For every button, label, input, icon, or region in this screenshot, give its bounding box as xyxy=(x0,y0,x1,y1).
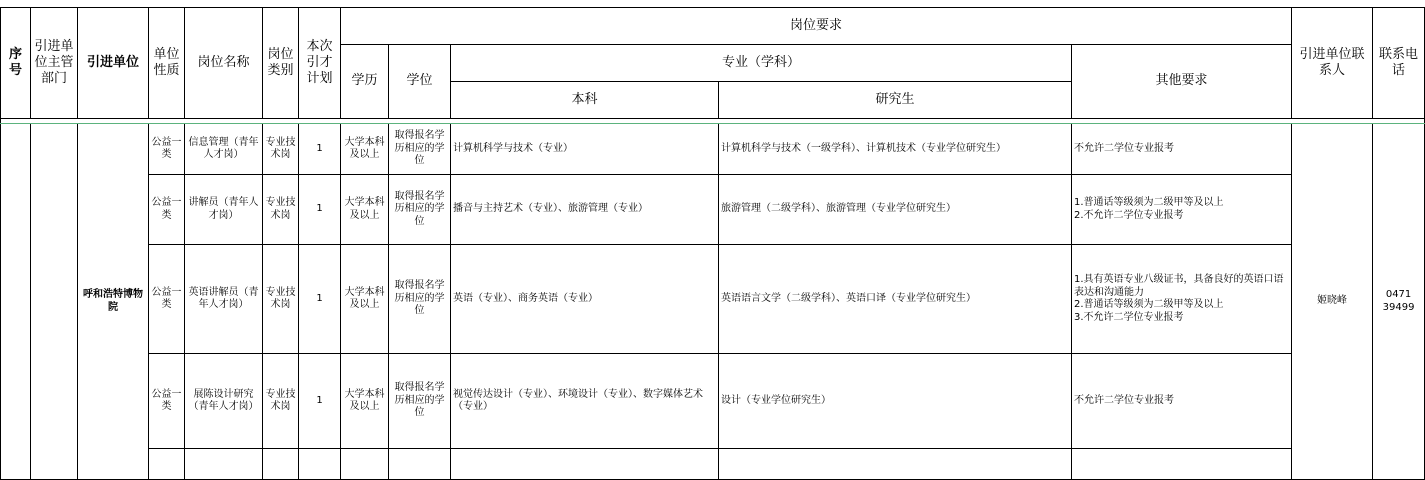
header-post-type: 岗位类别 xyxy=(263,8,299,119)
post-cell: 讲解员（青年人才岗） xyxy=(185,175,263,245)
plan-cell xyxy=(299,449,341,480)
post-cell: 英语讲解员（青年人才岗） xyxy=(185,245,263,354)
nature-cell: 公益一类 xyxy=(149,124,185,175)
header-contact: 引进单位联系人 xyxy=(1292,8,1373,119)
degree-cell: 取得报名学历相应的学位 xyxy=(389,245,451,354)
header-other: 其他要求 xyxy=(1072,45,1292,119)
undergrad-cell: 英语（专业）、商务英语（专业） xyxy=(451,245,719,354)
header-graduate: 研究生 xyxy=(719,82,1072,119)
plan-cell: 1 xyxy=(299,124,341,175)
degree-cell xyxy=(389,449,451,480)
type-cell: 专业技术岗 xyxy=(263,354,299,449)
degree-cell: 取得报名学历相应的学位 xyxy=(389,354,451,449)
type-cell: 专业技术岗 xyxy=(263,175,299,245)
header-major: 专业（学科） xyxy=(451,45,1072,82)
nature-cell: 公益一类 xyxy=(149,245,185,354)
header-post-name: 岗位名称 xyxy=(185,8,263,119)
header-dept: 引进单位主管部门 xyxy=(31,8,78,119)
table-row xyxy=(1,245,1425,354)
phone-cell: 0471 39499 xyxy=(1373,124,1425,480)
undergrad-cell: 计算机科学与技术（专业） xyxy=(451,124,719,175)
plan-cell: 1 xyxy=(299,245,341,354)
plan-cell: 1 xyxy=(299,175,341,245)
degree-cell: 取得报名学历相应的学位 xyxy=(389,124,451,175)
header-phone: 联系电话 xyxy=(1373,8,1425,119)
undergrad-cell xyxy=(451,449,719,480)
education-cell: 大学本科及以上 xyxy=(341,124,389,175)
undergrad-cell: 视觉传达设计（专业）、环境设计（专业）、数字媒体艺术（专业） xyxy=(451,354,719,449)
education-cell: 大学本科及以上 xyxy=(341,175,389,245)
unit-name-cell: 呼和浩特博物院 xyxy=(78,124,149,480)
other-cell xyxy=(1072,449,1292,480)
graduate-cell: 设计（专业学位研究生） xyxy=(719,354,1072,449)
graduate-cell: 旅游管理（二级学科）、旅游管理（专业学位研究生） xyxy=(719,175,1072,245)
type-cell xyxy=(263,449,299,480)
table-row xyxy=(1,124,1425,175)
nature-cell: 公益一类 xyxy=(149,175,185,245)
education-cell: 大学本科及以上 xyxy=(341,245,389,354)
seq-cell xyxy=(1,124,31,480)
other-cell: 不允许二学位专业报考 xyxy=(1072,354,1292,449)
type-cell: 专业技术岗 xyxy=(263,245,299,354)
table-row xyxy=(1,449,1425,480)
education-cell: 大学本科及以上 xyxy=(341,354,389,449)
other-cell: 不允许二学位专业报考 xyxy=(1072,124,1292,175)
dept-cell xyxy=(31,124,78,480)
graduate-cell: 计算机科学与技术（一级学科）、计算机技术（专业学位研究生） xyxy=(719,124,1072,175)
education-cell xyxy=(341,449,389,480)
nature-cell: 公益一类 xyxy=(149,354,185,449)
recruitment-table xyxy=(0,7,1425,480)
header-unit: 引进单位 xyxy=(78,8,149,119)
header-seq: 序号 xyxy=(1,8,31,119)
header-degree: 学位 xyxy=(389,45,451,119)
degree-cell: 取得报名学历相应的学位 xyxy=(389,175,451,245)
header-undergrad: 本科 xyxy=(451,82,719,119)
table-row xyxy=(1,175,1425,245)
nature-cell xyxy=(149,449,185,480)
post-cell: 信息管理（青年人才岗） xyxy=(185,124,263,175)
header-education: 学历 xyxy=(341,45,389,119)
header-plan: 本次引才计划 xyxy=(299,8,341,119)
graduate-cell xyxy=(719,449,1072,480)
header-requirements: 岗位要求 xyxy=(341,8,1292,45)
table-row xyxy=(1,354,1425,449)
post-cell: 展陈设计研究（青年人才岗） xyxy=(185,354,263,449)
type-cell: 专业技术岗 xyxy=(263,124,299,175)
other-cell: 1.普通话等级须为二级甲等及以上 2.不允许二学位专业报考 xyxy=(1072,175,1292,245)
contact-cell: 姬晓峰 xyxy=(1292,124,1373,480)
post-cell xyxy=(185,449,263,480)
graduate-cell: 英语语言文学（二级学科）、英语口译（专业学位研究生） xyxy=(719,245,1072,354)
other-cell: 1.具有英语专业八级证书，具备良好的英语口语表达和沟通能力 2.普通话等级须为二级甲等及以上 3.不允许二学位专业报考 xyxy=(1072,245,1292,354)
plan-cell: 1 xyxy=(299,354,341,449)
undergrad-cell: 播音与主持艺术（专业）、旅游管理（专业） xyxy=(451,175,719,245)
header-nature: 单位性质 xyxy=(149,8,185,119)
